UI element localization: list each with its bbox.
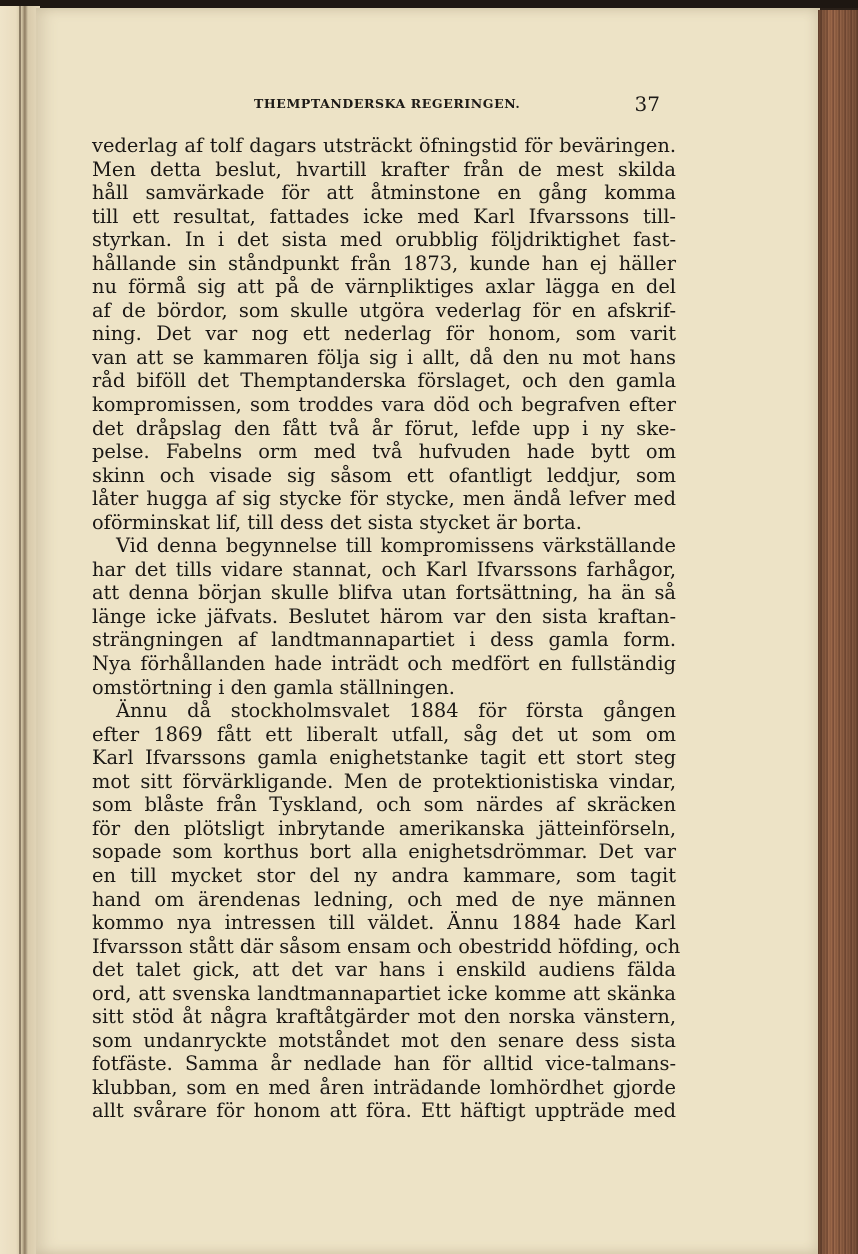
text-line: klubban, som en med åren inträdande lomhördhet gjorde (92, 1075, 676, 1099)
text-line: att denna början skulle blifva utan fortsättning, ha än så (92, 581, 676, 605)
text-line: pelse. Fabelns orm med två hufvuden hade bytt om (92, 440, 676, 464)
page-number: 37 (634, 92, 660, 116)
text-line: en till mycket stor del ny andra kammare, som tagit (92, 863, 676, 887)
page-header (246, 92, 660, 116)
text-line: sitt stöd åt några kraftåtgärder mot den norska vänstern, (92, 1005, 676, 1029)
text-line: fotfäste. Samma år nedlade han för alltid vice-talmans- (92, 1052, 676, 1076)
text-line: Men detta beslut, hvartill krafter från de mest skilda (92, 157, 676, 181)
text-line: styrkan. In i det sista med orubblig följdriktighet fast- (92, 228, 676, 252)
text-line: för den plötsligt inbrytande amerikanska jätteinförseln, (92, 816, 676, 840)
text-line: som blåste från Tyskland, och som närdes af skräcken (92, 793, 676, 817)
text-line: Ännu då stockholmsvalet 1884 för första gången (116, 699, 676, 723)
text-line: råd biföll det Themptanderska förslaget, och den gamla (92, 369, 676, 393)
text-line: ord, att svenska landtmannapartiet icke komme att skänka (92, 981, 676, 1005)
text-line: håll samvärkade för att åtminstone en gång komma (92, 181, 676, 205)
text-line: Vid denna begynnelse till kompromissens värkställande (116, 534, 676, 558)
text-line: sopade som korthus bort alla enighetsdrömmar. Det var (92, 840, 676, 864)
text-line: kommo nya intressen till väldet. Ännu 1884 hade Karl (92, 911, 676, 935)
text-line: ning. Det var nog ett nederlag för honom, som varit (92, 322, 676, 346)
text-line: låter hugga af sig stycke för stycke, men ändå lefver med (92, 487, 676, 511)
text-line: Nya förhållanden hade inträdt och medfört en fullständig (92, 652, 676, 676)
text-line: vederlag af tolf dagars utsträckt öfningstid för beväringen. (92, 134, 676, 157)
body-text (92, 134, 681, 1123)
text-line: hållande sin ståndpunkt från 1873, kunde han ej häller (92, 251, 676, 275)
text-line: van att se kammaren följa sig i allt, då den nu mot hans (92, 345, 676, 369)
text-line: har det tills vidare stannat, och Karl Ifvarssons farhågor, (92, 557, 676, 581)
text-line: till ett resultat, fattades icke med Karl Ifvarssons till- (92, 204, 676, 228)
text-line: efter 1869 fått ett liberalt utfall, såg det ut som om (92, 722, 676, 746)
text-line: Ifvarsson stått där såsom ensam och obestridd höfding, och (92, 934, 681, 958)
text-line: mot sitt förvärkligande. Men de protektionistiska vindar, (92, 769, 676, 793)
text-line: strängningen af landtmannapartiet i dess gamla form. (92, 628, 676, 652)
text-line: länge icke jäfvats. Beslutet härom var den sista kraftan- (92, 604, 676, 628)
text-line: nu förmå sig att på de värnpliktiges axlar lägga en del (92, 275, 676, 299)
text-line: det talet gick, att det var hans i enskild audiens fälda (92, 958, 676, 982)
text-line: allt svårare för honom att föra. Ett häftigt uppträde med (92, 1099, 676, 1123)
scan-top-border (0, 0, 858, 8)
text-line: Karl Ifvarssons gamla enighetstanke tagit ett stort steg (92, 746, 676, 770)
text-line: skinn och visade sig såsom ett ofantligt leddjur, som (92, 463, 676, 487)
text-line: det dråpslag den fått två år förut, lefde upp i ny ske- (92, 416, 676, 440)
running-title: THEMPTANDERSKA REGERINGEN. (254, 96, 521, 111)
gutter-fold-line (19, 6, 21, 1254)
text-line: omstörtning i den gamla ställningen. (92, 675, 455, 699)
text-line: hand om ärendenas ledning, och med de nye männen (92, 887, 676, 911)
text-line: af de bördor, som skulle utgöra vederlag för en afskrif- (92, 298, 676, 322)
text-line: kompromissen, som troddes vara död och begrafven efter (92, 393, 676, 417)
page-edges-shade (818, 10, 858, 1254)
text-line: oförminskat lif, till dess det sista stycket är borta. (92, 510, 582, 534)
text-line: som undanryckte motståndet mot den senare dess sista (92, 1028, 676, 1052)
